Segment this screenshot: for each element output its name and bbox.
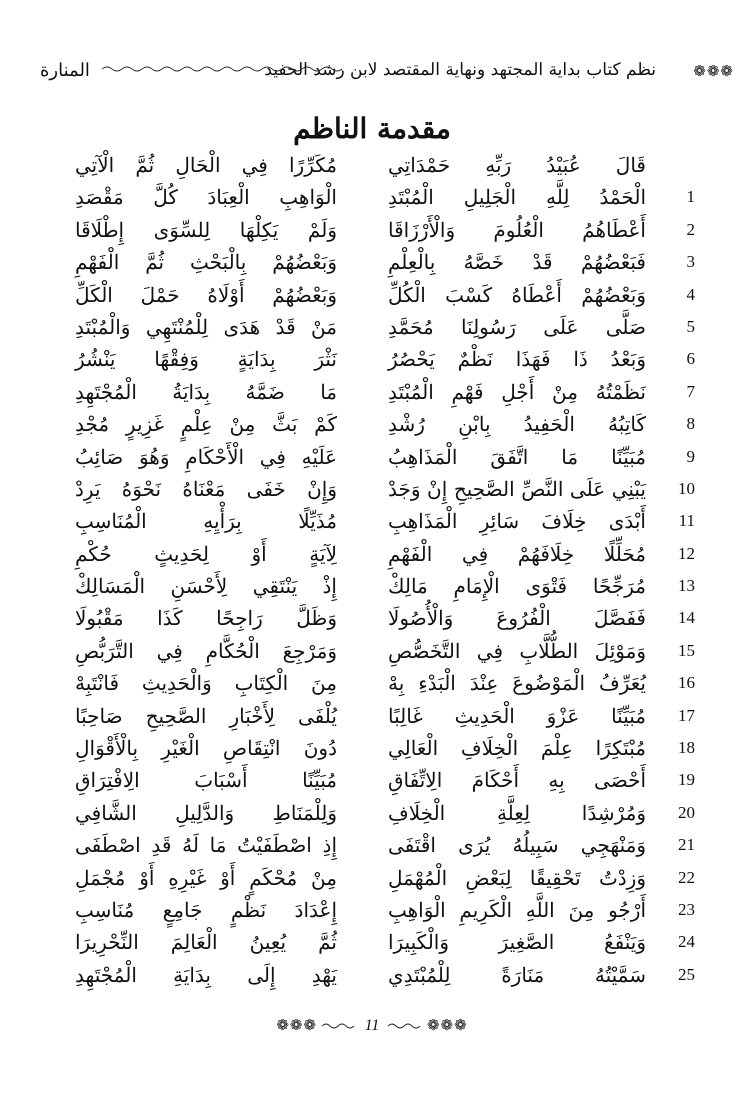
verse-second-hemistich: كَمْ بَثَّ مِنْ عِلْمٍ غَزِيرٍ مُجْدِ xyxy=(75,412,337,437)
verse-number: 5 xyxy=(686,316,695,336)
page-number: 11 xyxy=(364,1017,380,1034)
verse-second-hemistich: ثُمَّ يُعِينُ الْعَالِمَ النِّحْرِيرَا xyxy=(75,930,337,955)
verse-number: 23 xyxy=(678,899,695,919)
verse-number: 14 xyxy=(678,608,695,628)
verse-second-hemistich: يَهْدِ إِلَى بِدَايَةِ الْمُجْتَهِدِ xyxy=(75,962,337,987)
verse-row xyxy=(75,768,720,800)
verse-first-hemistich: مُبَيِّنًا عَزْوَ الْحَدِيثِ غَالِبًا xyxy=(388,703,646,728)
verse-second-hemistich: وَإِنْ خَفَى مَعْنَاهُ نَحْوَهُ يَرِدْ xyxy=(75,476,337,501)
verse-number: 12 xyxy=(678,543,695,563)
verse-second-hemistich: مَنْ قَدْ هَدَى لِلْمُنْتَهِي وَالْمُبْتَدِ xyxy=(75,314,337,339)
verse-number: 3 xyxy=(686,252,695,272)
wavy-divider xyxy=(388,1022,422,1030)
verse-number: 4 xyxy=(686,284,695,304)
verse-first-hemistich: صَلَّى عَلَى رَسُولِنَا مُحَمَّدِ xyxy=(388,314,646,339)
verse-second-hemistich: إِعْدَادَ نَظْمٍ جَامِعٍ مُنَاسِبِ xyxy=(75,897,337,922)
verse-row xyxy=(75,639,720,671)
verse-second-hemistich: وَمَرْجِعَ الْحُكَّامِ فِي التَّرَبُّصِ xyxy=(75,638,337,663)
flower-ornament-icon: ❁❁❁ xyxy=(693,62,734,80)
verse-second-hemistich: إِذِ اصْطَفَيْتُ مَا لَهُ قَدِ اصْطَفَى xyxy=(75,833,337,858)
verse-number: 7 xyxy=(686,381,695,401)
poem xyxy=(75,153,720,995)
running-header-book-name: المنارة xyxy=(40,60,90,81)
verse-second-hemistich: وَظَلَّ رَاجِحًا كَذَا مَقْبُولَا xyxy=(75,606,337,631)
section-title: مقدمة الناظم xyxy=(293,112,451,145)
verse-number: 17 xyxy=(678,705,695,725)
running-footer xyxy=(0,1016,744,1035)
verse-second-hemistich: لِآيَةٍ أَوْ لِحَدِيثٍ حُكْمِ xyxy=(75,541,337,566)
verse-first-hemistich: أَعْطَاهُمُ الْعُلُومَ وَالْأَرْزَاقَا xyxy=(388,217,646,242)
verse-second-hemistich: وَبَعْضُهُمْ بِالْبَحْثِ ثُمَّ الْفَهْمِ xyxy=(75,250,337,275)
verse-number: 19 xyxy=(678,770,695,790)
verse-row xyxy=(75,445,720,477)
verse-row xyxy=(75,833,720,865)
verse-first-hemistich: مُبْتَكِرًا عِلْمَ الْخِلَافِ الْعَالِي xyxy=(388,736,646,761)
verse-first-hemistich: يُعَرِّفُ الْمَوْضُوعَ عِنْدَ الْبَدْءِ بِهْ xyxy=(388,671,646,696)
verse-second-hemistich: مِنْ مُحْكَمٍ أَوْ غَيْرِهِ أَوْ مُجْمَلِ xyxy=(75,865,337,890)
verse-row xyxy=(75,315,720,347)
verse-number: 13 xyxy=(678,576,695,596)
verse-first-hemistich: وَيَنْفَعُ الصَّغِيرَ وَالْكَبِيرَا xyxy=(388,930,646,955)
verse-row xyxy=(75,736,720,768)
verse-row xyxy=(75,218,720,250)
verse-number: 20 xyxy=(678,802,695,822)
verse-first-hemistich: وَبَعْدُ ذَا فَهَذَا نَظْمٌ يَحْصُرُ xyxy=(388,347,646,372)
verse-second-hemistich: وَلِلْمَنَاطِ وَالدَّلِيلِ الشَّافِي xyxy=(75,800,337,825)
verse-number: 11 xyxy=(678,511,695,531)
verse-second-hemistich: مُكَرِّرًا فِي الْحَالِ ثُمَّ الْآتِي xyxy=(75,153,337,177)
verse-number: 24 xyxy=(678,932,695,952)
verse-first-hemistich: كَاتِبُهُ الْحَفِيدُ بِابْنِ رُشْدِ xyxy=(388,412,646,437)
verse-row xyxy=(75,801,720,833)
flower-ornament-icon: ❁❁❁ xyxy=(426,1016,468,1034)
verse-number: 9 xyxy=(686,446,695,466)
verse-row xyxy=(75,153,720,185)
verse-first-hemistich: أَرْجُو مِنَ اللَّهِ الْكَرِيمِ الْوَاهِبِ xyxy=(388,897,646,922)
verse-first-hemistich: يَبْنِي عَلَى النَّصِّ الصَّحِيحِ إِنْ وَجَدْ xyxy=(388,476,646,501)
verse-first-hemistich: وَزِدْتُ تَحْقِيقًا لِبَعْضِ الْمُهْمَلِ xyxy=(388,865,646,890)
verse-row xyxy=(75,866,720,898)
verse-second-hemistich: دُونَ انْتِقَاصِ الْغَيْرِ بِالْأَقْوَالِ xyxy=(75,736,337,761)
verse-first-hemistich: الْحَمْدُ لِلَّهِ الْجَلِيلِ الْمُبْتَدِ xyxy=(388,185,646,210)
verse-second-hemistich: وَلَمْ يَكِلْهَا لِلسِّوَى إِطْلَاقَا xyxy=(75,217,337,242)
verse-second-hemistich: الْوَاهِبِ الْعِبَادَ كُلَّ مَقْصَدِ xyxy=(75,185,337,210)
verse-first-hemistich: وَمُرْشِدًا لِعِلَّةِ الْخِلَافِ xyxy=(388,800,646,825)
verse-row xyxy=(75,477,720,509)
verse-number: 8 xyxy=(686,414,695,434)
wavy-divider xyxy=(102,65,342,73)
flower-ornament-icon: ❁❁❁ xyxy=(276,1016,318,1034)
verse-first-hemistich: فَفَصَّلَ الْفُرُوعَ وَالْأُصُولَا xyxy=(388,606,646,631)
verse-first-hemistich: سَمَّيْتُهُ مَنَارَةً لِلْمُبْتَدِي xyxy=(388,962,646,987)
verse-number: 6 xyxy=(686,349,695,369)
verse-first-hemistich: فَبَعْضُهُمْ قَدْ خَصَّهُ بِالْعِلْمِ xyxy=(388,250,646,275)
verse-number: 1 xyxy=(686,187,695,207)
verse-row xyxy=(75,671,720,703)
verse-second-hemistich: مُذَيِّلًا بِرَأْيِهِ الْمُنَاسِبِ xyxy=(75,509,337,534)
verse-first-hemistich: أَبْدَى خِلَافَ سَائِرِ الْمَذَاهِبِ xyxy=(388,509,646,534)
verse-row xyxy=(75,380,720,412)
verse-first-hemistich: نَظَمْتُهُ مِنْ أَجْلِ فَهْمِ الْمُبْتَدِ xyxy=(388,379,646,404)
verse-second-hemistich: يُلْفَى لِأَخْبَارِ الصَّحِيحِ صَاحِبًا xyxy=(75,703,337,728)
verse-row xyxy=(75,930,720,962)
verse-number: 10 xyxy=(678,478,695,498)
verse-row xyxy=(75,704,720,736)
running-header xyxy=(40,60,734,86)
verse-first-hemistich: مُحَلِّلًا خِلَافَهُمْ فِي الْفَهْمِ xyxy=(388,541,646,566)
verse-first-hemistich: وَمَوْئِلَ الطُّلَّابِ فِي التَّخَصُّصِ xyxy=(388,638,646,663)
verse-row xyxy=(75,250,720,282)
verse-second-hemistich: إِذْ يَنْتَقِي لِأَحْسَنِ الْمَسَالِكْ xyxy=(75,574,337,599)
verse-second-hemistich: وَبَعْضُهُمْ أَوْلَاهُ حَمْلَ الْكَلِّ xyxy=(75,282,337,307)
verse-number: 16 xyxy=(678,673,695,693)
verse-row xyxy=(75,283,720,315)
verse-row xyxy=(75,963,720,995)
verse-number: 22 xyxy=(678,867,695,887)
verse-first-hemistich: مُبَيِّنًا مَا اتَّفَقَ الْمَذَاهِبُ xyxy=(388,444,646,469)
verse-first-hemistich: وَبَعْضُهُمْ أَعْطَاهُ كَسْبَ الْكُلِّ xyxy=(388,282,646,307)
verse-number: 2 xyxy=(686,219,695,239)
verse-first-hemistich: قَالَ عُبَيْدُ رَبِّهِ حَمْدَاتِي xyxy=(388,153,646,177)
wavy-divider xyxy=(322,1022,356,1030)
verse-second-hemistich: مُبَيِّنًا أَسْبَابَ الِافْتِرَاقِ xyxy=(75,768,337,793)
verse-number: 15 xyxy=(678,640,695,660)
verse-row xyxy=(75,542,720,574)
verse-second-hemistich: عَلَيْهِ فِي الْأَحْكَامِ وَهُوَ صَائِبُ xyxy=(75,444,337,469)
verse-row xyxy=(75,574,720,606)
verse-row xyxy=(75,185,720,217)
verse-row xyxy=(75,898,720,930)
verse-first-hemistich: وَمَنْهَجِي سَبِيلُهُ يُرَى اقْتَفَى xyxy=(388,833,646,858)
verse-second-hemistich: نَثْرَ بِدَايَةٍ وَفِقْهًا يَنْشُرُ xyxy=(75,347,337,372)
verse-row xyxy=(75,606,720,638)
verse-second-hemistich: مَا ضَمَّهُ بِدَايَةُ الْمُجْتَهِدِ xyxy=(75,379,337,404)
verse-number: 21 xyxy=(678,835,695,855)
verse-first-hemistich: مُرَجِّحًا فَتْوَى الْإِمَامِ مَالِكْ xyxy=(388,574,646,599)
verse-second-hemistich: مِنَ الْكِتَابِ وَالْحَدِيثِ فَانْتَبِهْ xyxy=(75,671,337,696)
verse-row xyxy=(75,347,720,379)
verse-row xyxy=(75,412,720,444)
running-header-title: نظم كتاب بداية المجتهد ونهاية المقتصد لابن رشد الحفيد xyxy=(264,60,656,80)
verse-row xyxy=(75,509,720,541)
verse-number: 18 xyxy=(678,738,695,758)
verse-first-hemistich: أَحْصَى بِهِ أَحْكَامَ الِاتِّفَاقِ xyxy=(388,768,646,793)
verse-number: 25 xyxy=(678,964,695,984)
